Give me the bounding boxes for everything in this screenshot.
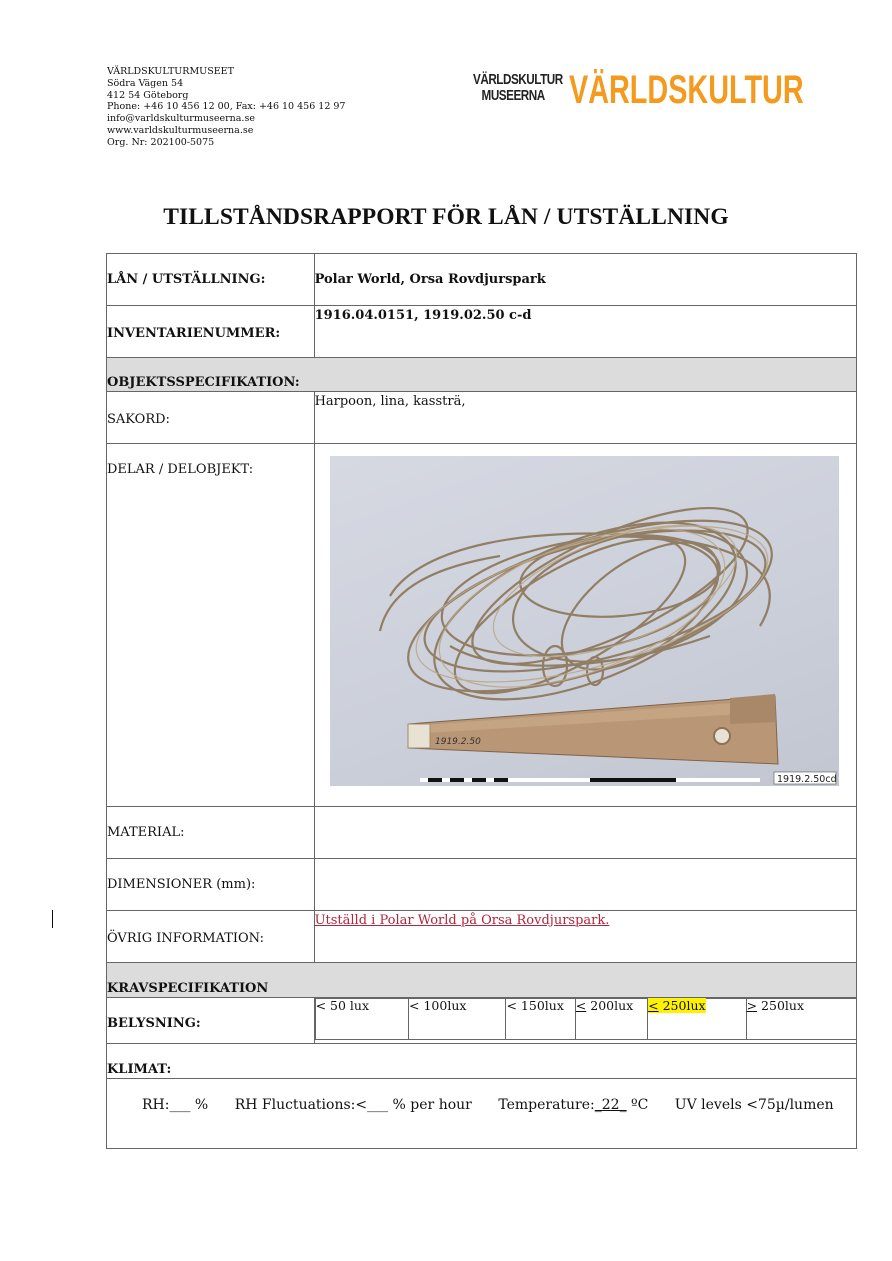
lighting-options: [314, 998, 856, 1044]
object-spec-row: [107, 358, 857, 392]
org-postal: 412 54 Göteborg: [107, 89, 189, 101]
material-value[interactable]: [314, 807, 856, 859]
climate-header-row: [107, 1044, 857, 1079]
sakord-row: [107, 392, 857, 444]
lux-option[interactable]: < 150lux: [506, 999, 575, 1040]
museum-logo: [473, 68, 804, 114]
parts-label: DELAR / DELOBJEKT:: [107, 444, 315, 807]
board-inscription: 1919.2.50: [434, 737, 481, 747]
other-info-label: ÖVRIG INFORMATION:: [107, 911, 315, 963]
climate-values: [107, 1079, 857, 1149]
org-street: Södra Vägen 54: [107, 77, 184, 89]
inventory-value[interactable]: 1916.04.0151, 1919.02.50 c-d: [314, 306, 856, 358]
loan-row: [107, 254, 857, 306]
org-name: VÄRLDSKULTURMUSEET: [107, 66, 234, 77]
logo-big-text: VÄRLDSKULTUR: [569, 68, 804, 112]
lux-option[interactable]: < 100lux: [409, 999, 506, 1040]
inventory-label: INVENTARIENUMMER:: [107, 306, 315, 358]
requirements-row: [107, 963, 857, 998]
lux-option[interactable]: > 250lux: [746, 999, 856, 1040]
lighting-row: [107, 998, 857, 1044]
parts-cell: [314, 444, 856, 807]
sakord-value[interactable]: Harpoon, lina, kassträ,: [314, 392, 856, 444]
org-web: www.varldskulturmuseerna.se: [107, 124, 254, 136]
parts-row: [107, 444, 857, 807]
temperature-field[interactable]: Temperature:_22_ ºC: [498, 1097, 649, 1113]
climate-row: [107, 1079, 857, 1149]
org-number: Org. Nr: 202100-5075: [107, 136, 215, 148]
lux-option[interactable]: < 200lux: [575, 999, 647, 1040]
sakord-label: SAKORD:: [107, 392, 315, 444]
org-phone: Phone: +46 10 456 12 00, Fax: +46 10 456 12 97: [107, 101, 346, 113]
requirements-header: KRAVSPECIFIKATION: [107, 963, 857, 998]
material-label: MATERIAL:: [107, 807, 315, 859]
org-email: info@varldskulturmuseerna.se: [107, 113, 255, 125]
object-spec-header: OBJEKTSSPECIFIKATION:: [107, 358, 857, 392]
temperature-value: _22_: [594, 1097, 627, 1113]
photo-caption: 1919.2.50cd: [776, 774, 837, 785]
rh-field[interactable]: RH:___ %: [142, 1097, 209, 1113]
dimensions-row: [107, 859, 857, 911]
loan-label: LÅN / UTSTÄLLNING:: [107, 254, 315, 306]
climate-header: KLIMAT:: [107, 1044, 857, 1079]
logo-small-text: VÄRLDSKULTUR MUSEERNA: [473, 71, 563, 104]
rh-fluctuation-field[interactable]: RH Fluctuations:<___ % per hour: [234, 1097, 472, 1113]
dimensions-value[interactable]: [314, 859, 856, 911]
inventory-row: [107, 306, 857, 358]
other-info-row: [107, 911, 857, 963]
lux-option[interactable]: < 50 lux: [315, 999, 408, 1040]
dimensions-label: DIMENSIONER (mm):: [107, 859, 315, 911]
text-cursor: [52, 910, 53, 928]
other-info-link[interactable]: Utställd i Polar World på Orsa Rovdjurspark.: [314, 913, 610, 928]
condition-report-table: [106, 253, 857, 1149]
material-row: [107, 807, 857, 859]
organization-address: [107, 66, 345, 149]
harpoon-line-illustration: [330, 456, 839, 786]
page-title: TILLSTÅNDSRAPPORT FÖR LÅN / UTSTÄLLNING: [163, 204, 729, 230]
lighting-label: BELYSNING:: [107, 998, 315, 1044]
object-photo: [330, 456, 839, 786]
loan-value[interactable]: Polar World, Orsa Rovdjurspark: [314, 254, 856, 306]
lux-option[interactable]: < 250lux: [648, 999, 746, 1040]
uv-field[interactable]: UV levels <75µ/lumen: [674, 1097, 834, 1113]
